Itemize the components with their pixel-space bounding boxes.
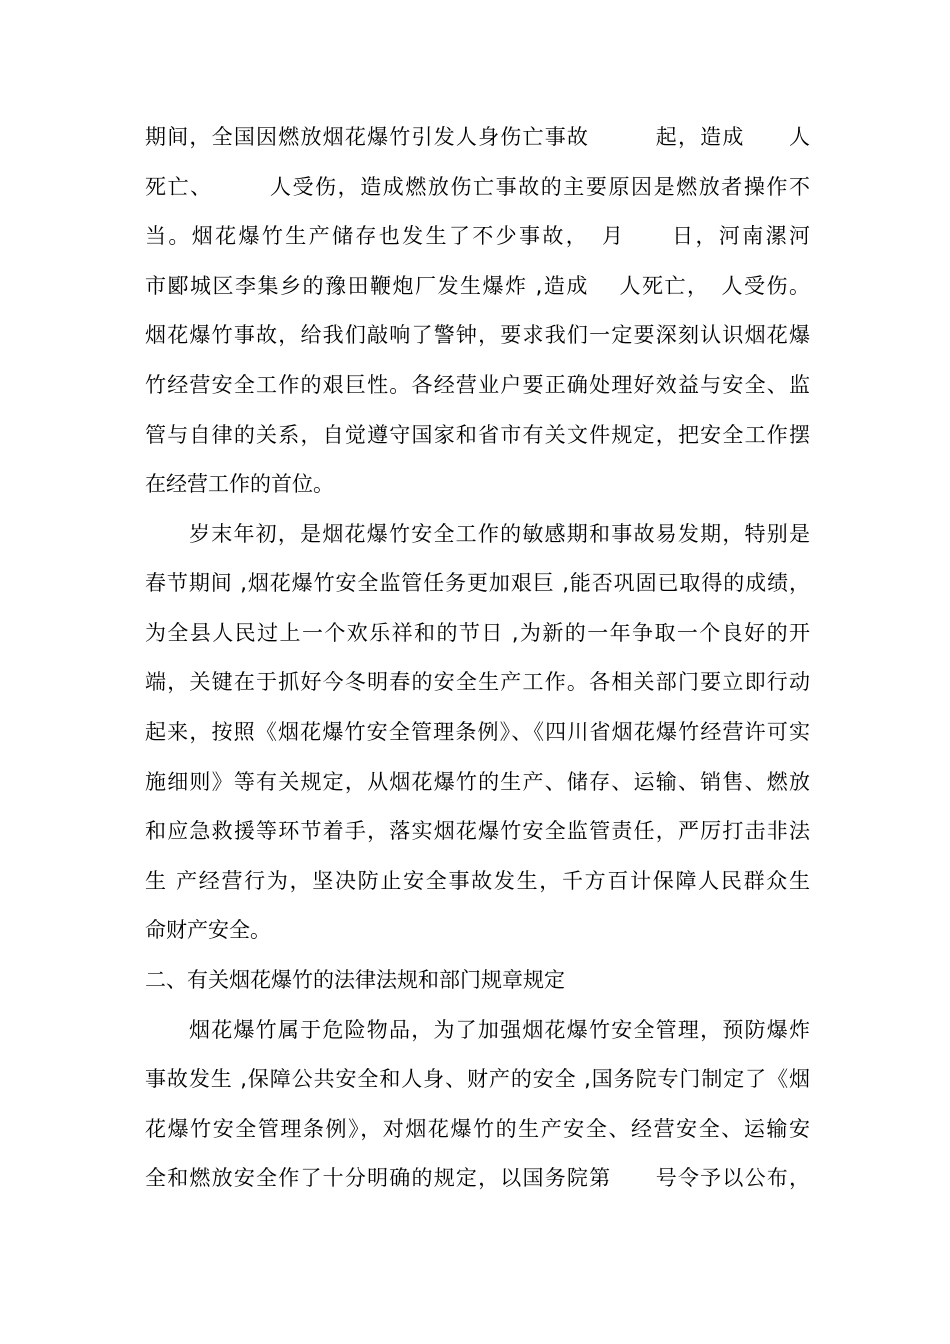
text-line: 期间，全国因燃放烟花爆竹引发人身伤亡事故 起，造成 人 bbox=[145, 125, 810, 149]
text-line: 事故发生 ,保障公共安全和人身、财产的安全 ,国务院专门制定了《烟 bbox=[145, 1067, 810, 1091]
text-line: 在经营工作的首位。 bbox=[145, 472, 334, 496]
text-line: 起来，按照《烟花爆竹安全管理条例》、《四川省烟花爆竹经营许可实 bbox=[145, 720, 810, 744]
text-line: 当。烟花爆竹生产储存也发生了不少事故， 月 日，河南漯河 bbox=[145, 224, 810, 248]
text-line: 命财产安全。 bbox=[145, 918, 271, 942]
text-line: 烟花爆竹事故，给我们敲响了警钟，要求我们一定要深刻认识烟花爆 bbox=[145, 323, 810, 347]
text-line: 死亡、 人受伤，造成燃放伤亡事故的主要原因是燃放者操作不 bbox=[145, 175, 810, 199]
text-line: 端，关键在于抓好今冬明春的安全生产工作。各相关部门要立即行动 bbox=[145, 670, 810, 694]
text-line: 和应急救援等环节着手，落实烟花爆竹安全监管责任，严厉打击非法 bbox=[145, 819, 810, 843]
text-line: 管与自律的关系，自觉遵守国家和省市有关文件规定，把安全工作摆 bbox=[145, 423, 810, 447]
text-line: 花爆竹安全管理条例》，对烟花爆竹的生产安全、经营安全、运输安 bbox=[145, 1117, 810, 1141]
text-line: 施细则》等有关规定，从烟花爆竹的生产、储存、运输、销售、燃放 bbox=[145, 770, 810, 794]
text-line: 生 产经营行为，坚决防止安全事故发生，千方百计保障人民群众生 bbox=[145, 869, 810, 893]
paragraph-first-line: 岁末年初，是烟花爆竹安全工作的敏感期和事故易发期，特别是 bbox=[189, 522, 810, 546]
text-line: 竹经营安全工作的艰巨性。各经营业户要正确处理好效益与安全、监 bbox=[145, 373, 810, 397]
section-heading: 二、有关烟花爆竹的法律法规和部门规章规定 bbox=[145, 968, 565, 992]
paragraph-first-line: 烟花爆竹属于危险物品，为了加强烟花爆竹安全管理，预防爆炸 bbox=[189, 1018, 810, 1042]
text-line: 市郾城区李集乡的豫田鞭炮厂发生爆炸 ,造成 人死亡， 人受伤。 bbox=[145, 274, 810, 298]
text-line: 为全县人民过上一个欢乐祥和的节日 ,为新的一年争取一个良好的开 bbox=[145, 621, 810, 645]
text-line: 全和燃放安全作了十分明确的规定，以国务院第 号令予以公布， bbox=[145, 1166, 810, 1190]
text-line: 春节期间 ,烟花爆竹安全监管任务更加艰巨 ,能否巩固已取得的成绩， bbox=[145, 571, 810, 595]
